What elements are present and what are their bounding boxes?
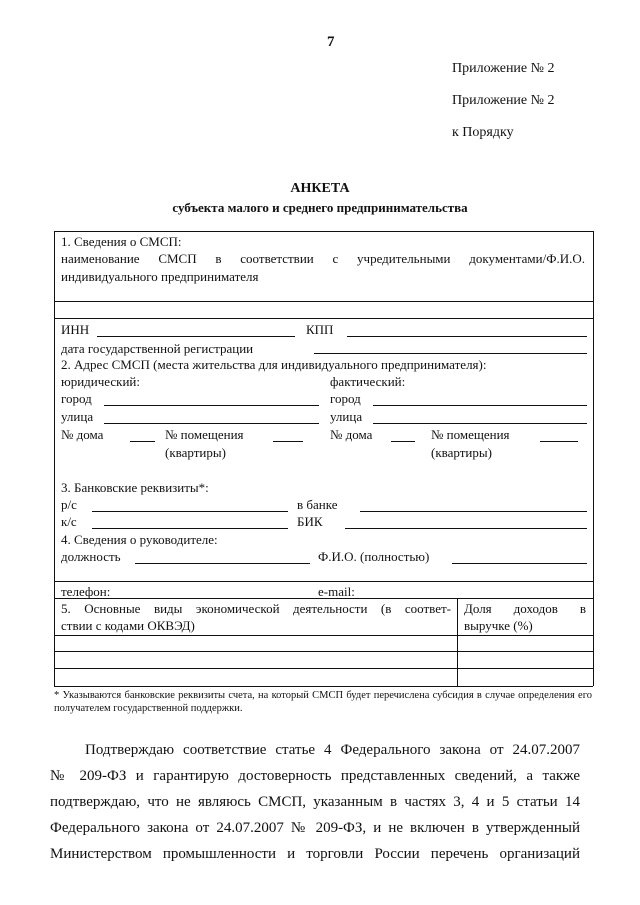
table-row (54, 635, 593, 636)
table-border-left (54, 231, 55, 686)
phone-label: телефон: (61, 584, 111, 599)
reg-date-label: дата государственной регистрации (61, 341, 254, 356)
ks-field[interactable] (92, 528, 288, 529)
apartment-actual-label: (квартиры) (431, 445, 492, 460)
section4-heading: 4. Сведения о руководителе: (61, 532, 218, 547)
city-legal-label: город (61, 391, 92, 406)
bik-label: БИК (297, 514, 323, 529)
paragraph-line: подтверждаю, что не являюсь СМСП, указанным в частях 3, 4 и 5 статьи 14 (50, 794, 580, 810)
paragraph-line: Министерством промышленности и торговли России перечень организаций (50, 846, 580, 862)
appendix-label-2: Приложение № 2 (452, 93, 555, 108)
ks-label: к/с (61, 514, 77, 529)
city-actual-field[interactable] (373, 405, 587, 406)
bank-label: в банке (297, 497, 338, 512)
city-legal-field[interactable] (104, 405, 319, 406)
reg-date-field[interactable] (314, 353, 587, 354)
section5-column-divider (457, 598, 458, 686)
room-legal-field[interactable] (273, 441, 303, 442)
section3-heading: 3. Банковские реквизиты*: (61, 480, 209, 495)
street-legal-label: улица (61, 409, 94, 424)
house-legal-label: № дома (61, 427, 104, 442)
page-number: 7 (327, 34, 335, 50)
section5-heading: 5. Основные виды экономической деятельности (в соответ- (61, 601, 451, 616)
confirmation-paragraph (50, 737, 580, 867)
inn-field[interactable] (97, 336, 295, 337)
position-field[interactable] (135, 563, 310, 564)
director-fill-line[interactable] (54, 581, 593, 582)
section2-heading: 2. Адрес СМСП (места жительства для индивидуального предпринимателя): (61, 357, 487, 372)
name-fill-line[interactable] (54, 301, 593, 302)
email-label: e-mail: (318, 584, 355, 599)
income-share-heading: Доля доходов в (464, 601, 586, 616)
table-border-right (593, 231, 594, 686)
section-divider (54, 318, 593, 319)
house-legal-field[interactable] (130, 441, 155, 442)
city-actual-label: город (330, 391, 361, 406)
house-actual-label: № дома (330, 427, 373, 442)
form-title: АНКЕТА (290, 181, 350, 196)
paragraph-line: № 209-ФЗ и гарантирую достоверность представленных сведений, а также (50, 768, 580, 784)
section1-heading: 1. Сведения о СМСП: (61, 234, 182, 249)
director-name-label: Ф.И.О. (полностью) (318, 549, 430, 564)
kpp-field[interactable] (347, 336, 587, 337)
appendix-label: Приложение № 2 (452, 61, 555, 76)
table-border-top (54, 231, 593, 232)
income-share-heading-2: выручке (%) (464, 618, 533, 633)
street-actual-label: улица (330, 409, 363, 424)
order-label: к Порядку (452, 125, 514, 140)
section1-name-label: наименование СМСП в соответствии с учредительными документами/Ф.И.О. (61, 251, 585, 266)
paragraph-line: Федерального закона от 24.07.2007 № 209-ФЗ, и не включен в утвержденный (50, 820, 580, 836)
bik-field[interactable] (345, 528, 587, 529)
room-legal-label: № помещения (165, 427, 244, 442)
room-actual-field[interactable] (540, 441, 578, 442)
actual-address-label: фактический: (330, 374, 406, 389)
footnote: * Указываются банковские реквизиты счета, на который СМСП будет перечислена субсидия в случае определения его получателем государственной поддержки. (54, 690, 592, 714)
table-row[interactable] (54, 668, 593, 669)
rs-field[interactable] (92, 511, 288, 512)
section5-top-border (54, 598, 593, 599)
paragraph-line: Подтверждаю соответствие статье 4 Федерального закона от 24.07.2007 (85, 742, 580, 758)
rs-label: р/с (61, 497, 77, 512)
section5-heading-2: ствии с кодами ОКВЭД) (61, 618, 195, 633)
legal-address-label: юридический: (61, 374, 140, 389)
room-actual-label: № помещения (431, 427, 510, 442)
apartment-legal-label: (квартиры) (165, 445, 226, 460)
inn-label: ИНН (61, 322, 90, 337)
section1-name-label-2: индивидуального предпринимателя (61, 269, 259, 284)
bank-field[interactable] (360, 511, 587, 512)
street-actual-field[interactable] (373, 423, 587, 424)
table-row[interactable] (54, 651, 593, 652)
form-subtitle: субъекта малого и среднего предпринимательства (172, 200, 468, 215)
position-label: должность (61, 549, 121, 564)
house-actual-field[interactable] (391, 441, 415, 442)
director-name-field[interactable] (452, 563, 587, 564)
street-legal-field[interactable] (104, 423, 319, 424)
kpp-label: КПП (306, 322, 334, 337)
table-border-bottom (54, 686, 593, 687)
